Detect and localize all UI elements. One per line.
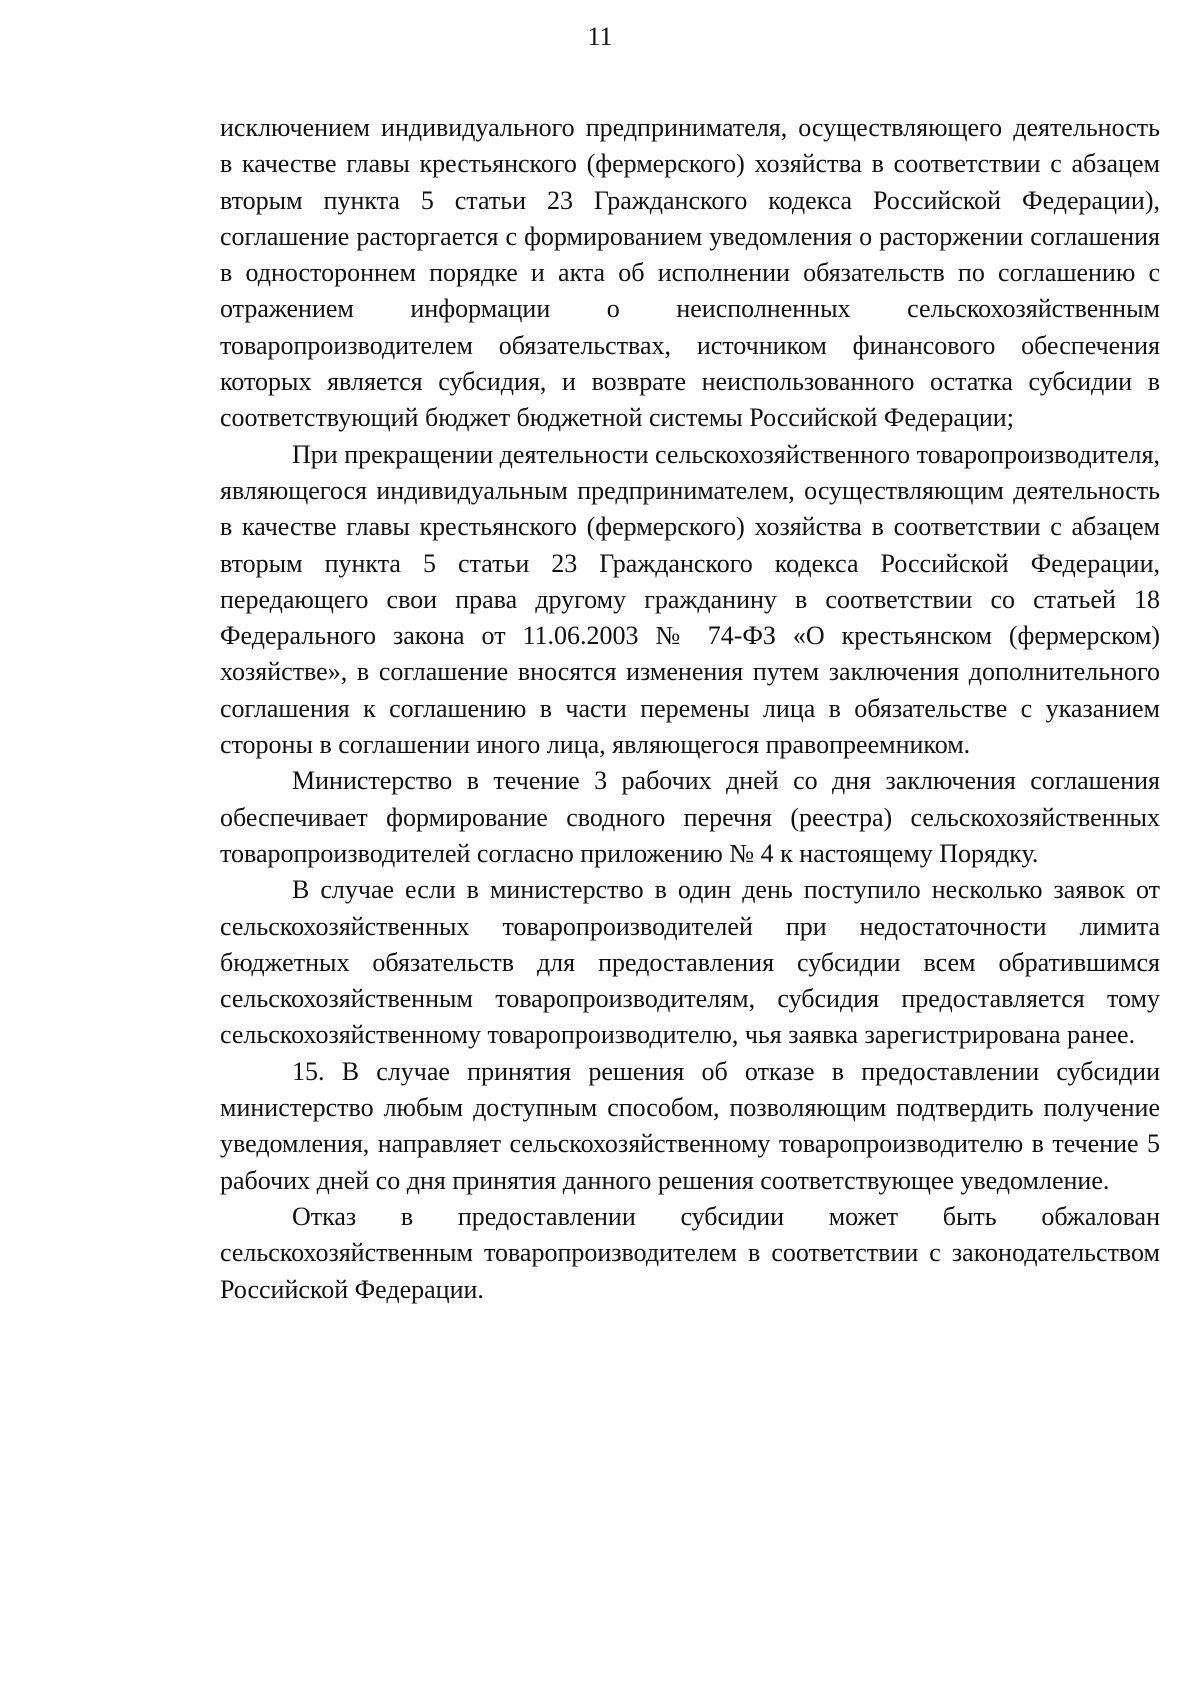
paragraph-appeal: Отказ в предоставлении субсидии может быть обжалован сельскохозяйственным товаропроизводителем в соответствии с законодательством Российской Федерации.	[220, 1201, 1160, 1304]
paragraph-continuation: исключением индивидуального предпринимателя, осуществляющего деятельность в качестве главы крестьянского (фермерского) хозяйства в соответствии с абзацем вторым пункта 5 статьи 23 Гражданского кодекса Российской Федерации), соглашение расторгается с формированием уведомления о расторжении соглашения в одностороннем порядке и акта об исполнении обязательств по соглашению с отражением информации о неисполненных сельскохозяйственным товаропроизводителем обязательствах, источником финансового обеспечения которых является субсидия, и возврате неиспользованного остатка субсидии в соответствующий бюджет бюджетной системы Российской Федерации;	[220, 113, 1160, 433]
page-number: 11	[587, 22, 613, 51]
paragraph-registry: Министерство в течение 3 рабочих дней со дня заключения соглашения обеспечивает формирование сводного перечня (реестра) сельскохозяйственных товаропроизводителей согласно приложению № 4 к настоящему Порядку.	[220, 766, 1160, 868]
paragraph-15-refusal-notice: 15. В случае принятия решения об отказе в предоставлении субсидии министерство любым доступным способом, позволяющим подтвердить получение уведомления, направляет сельскохозяйственному товаропроизводителю в течение 5 рабочих дней со дня принятия данного решения соответствующее уведомление.	[220, 1056, 1160, 1195]
document-body	[220, 110, 1160, 1308]
paragraph-termination-of-activity: При прекращении деятельности сельскохозяйственного товаропроизводителя, являющегося индивидуальным предпринимателем, осуществляющим деятельность в качестве главы крестьянского (фермерского) хозяйства в соответствии с абзацем вторым пункта 5 статьи 23 Гражданского кодекса Российской Федерации, передающего свои права другому гражданину в соответствии со статьей 18 Федерального закона от 11.06.2003 № 74-ФЗ «О крестьянском (фермерском) хозяйстве», в соглашение вносятся изменения путем заключения дополнительного соглашения к соглашению в части перемены лица в обязательстве с указанием стороны в соглашении иного лица, являющегося правопреемником.	[220, 439, 1160, 760]
paragraph-same-day-applications: В случае если в министерство в один день поступило несколько заявок от сельскохозяйственных товаропроизводителей при недостаточности лимита бюджетных обязательств для предоставления субсидии всем обратившимся сельскохозяйственным товаропроизводителям, субсидия предоставляется тому сельскохозяйственному товаропроизводителю, чья заявка зарегистрирована ранее.	[220, 875, 1160, 1050]
